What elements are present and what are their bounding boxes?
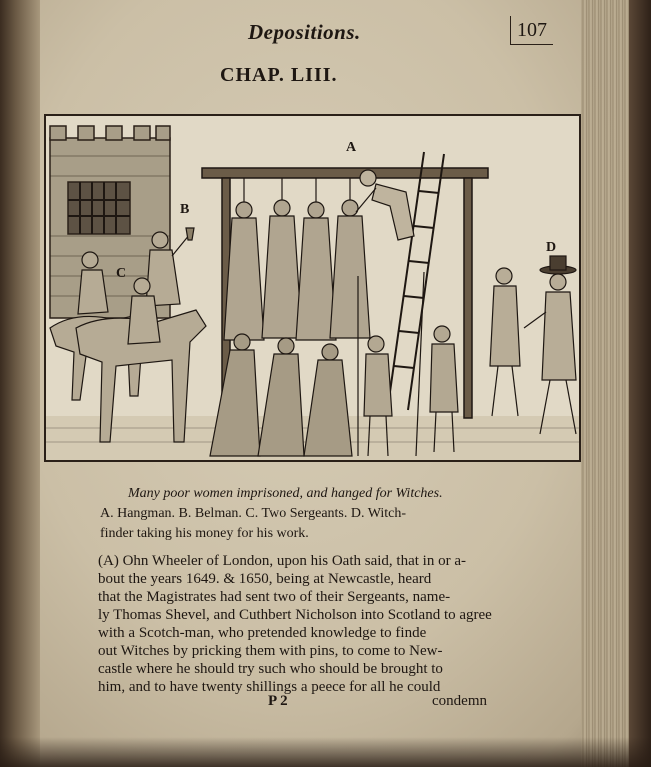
- witch-finder: [490, 256, 576, 434]
- body-line-7: castle where he should try such who should be brought to: [98, 661, 443, 677]
- body-line-1: (A) Ohn Wheeler of London, upon his Oath said, that in or a-: [98, 553, 466, 569]
- signature-mark: P 2: [268, 693, 288, 709]
- label-hangman: A: [346, 140, 357, 155]
- book-cover-edge: [629, 0, 651, 767]
- woodcut-drawing: [46, 116, 579, 460]
- page-number: 107: [510, 16, 553, 45]
- body-line-2: bout the years 1649. & 1650, being at Newcastle, heard: [98, 571, 432, 587]
- illustration-caption: Many poor women imprisoned, and hanged for Witches.: [128, 486, 443, 501]
- label-belman: B: [180, 202, 190, 217]
- body-line-4: ly Thomas Shevel, and Cuthbert Nicholson into Scotland to agree: [98, 607, 492, 623]
- book-gutter: [0, 0, 40, 767]
- woodcut-illustration: [44, 114, 581, 462]
- running-head: Depositions.: [248, 20, 361, 44]
- hangman: [356, 170, 414, 240]
- body-line-3: that the Magistrates had sent two of their Sergeants, name-: [98, 589, 451, 605]
- catchword: condemn: [432, 693, 487, 709]
- legend-line-2: finder taking his money for his work.: [100, 526, 309, 541]
- legend-line-1: A. Hangman. B. Belman. C. Two Sergeants. D. Witch-: [100, 506, 407, 521]
- label-witch-finder: D: [546, 240, 557, 255]
- accused-women: [210, 334, 352, 456]
- chapter-heading: CHAP. LIII.: [220, 64, 338, 86]
- body-line-5: with a Scotch-man, who pretended knowledge to finde: [98, 625, 427, 641]
- body-line-6: out Witches by pricking them with pins, to come to New-: [98, 643, 443, 659]
- hanged-figures: [224, 178, 370, 340]
- body-line-8: him, and to have twenty shillings a peece for all he could: [98, 679, 441, 695]
- bottom-shadow: [0, 737, 651, 767]
- label-sergeants: C: [116, 266, 127, 281]
